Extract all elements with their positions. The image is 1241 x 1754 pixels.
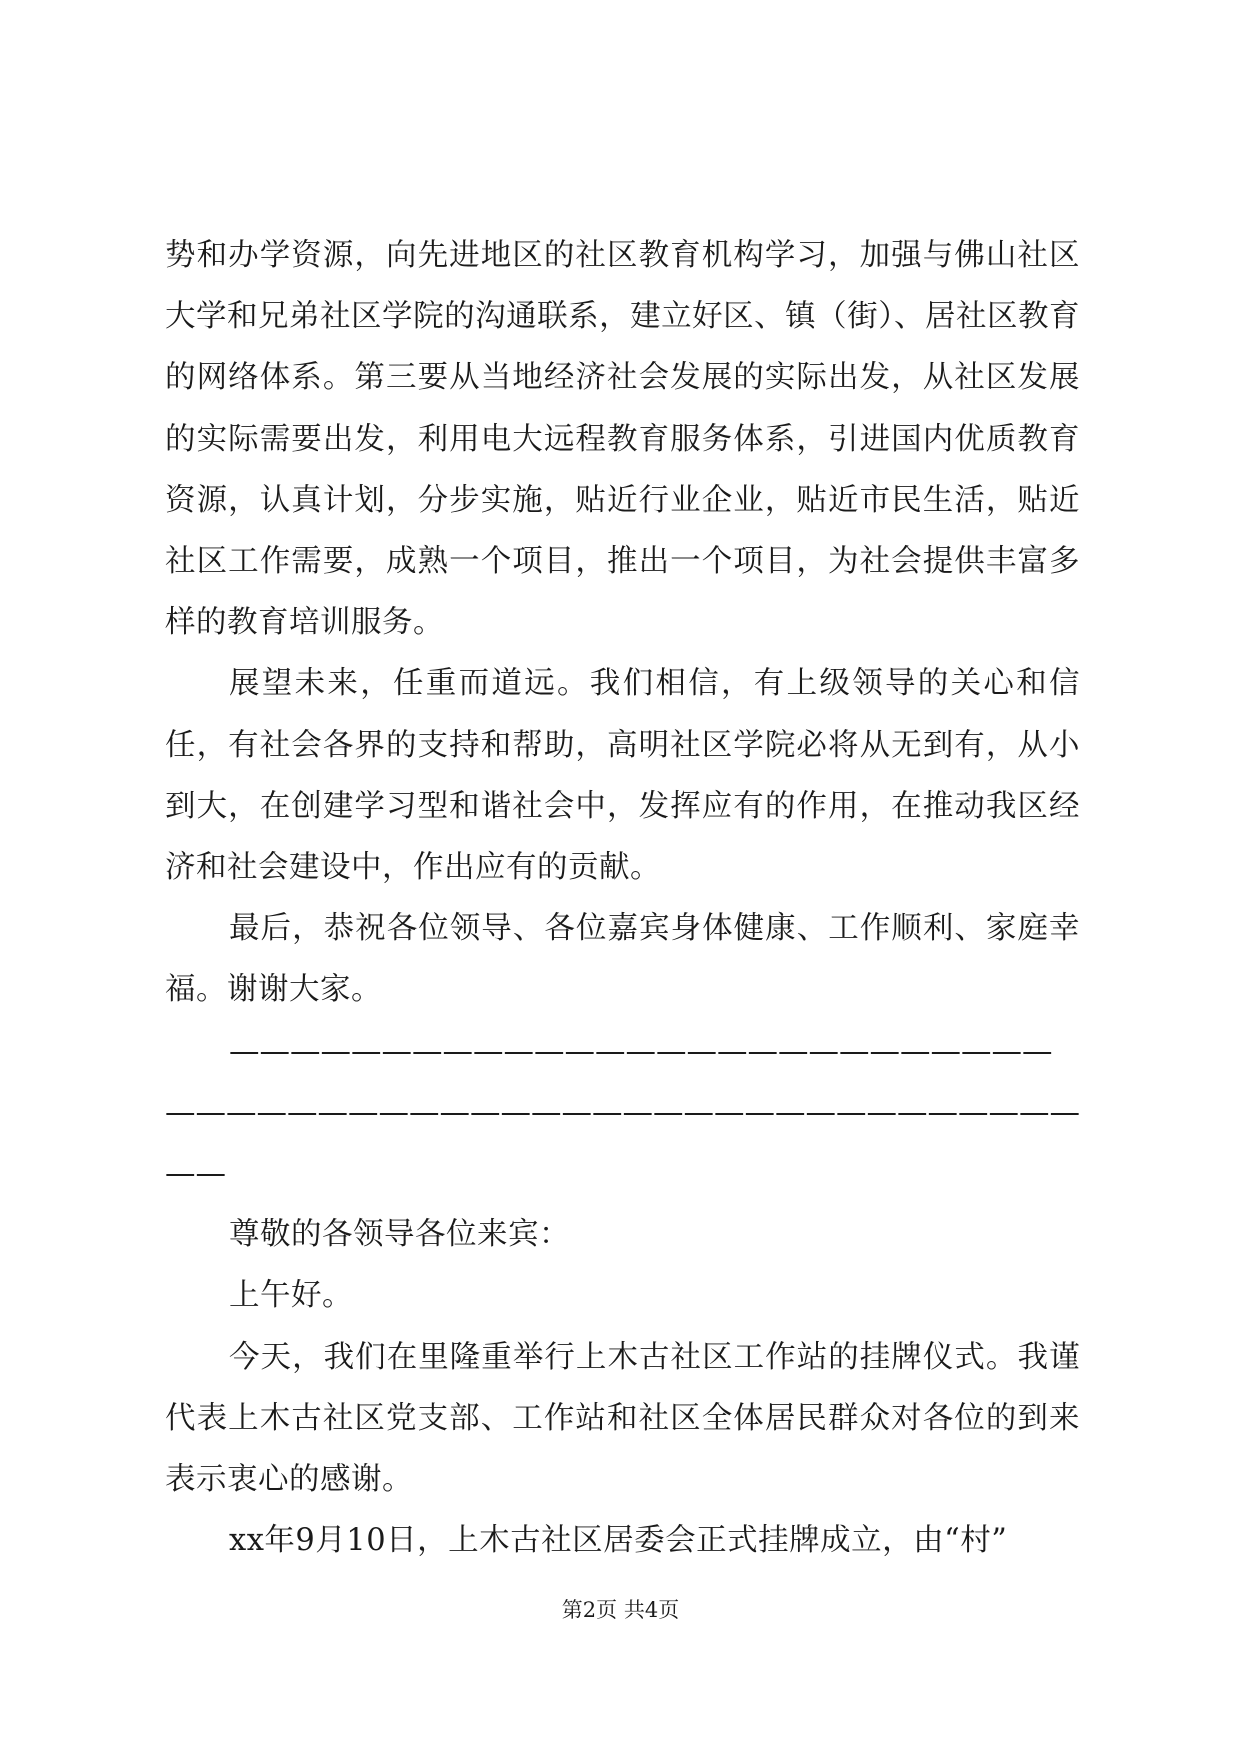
paragraph-history: xx年9月10日，上木古社区居委会正式挂牌成立，由“村” xyxy=(229,1523,1008,1559)
section-separator: ——————————————————————————————————————————————————————————— xyxy=(165,1033,1080,1192)
paragraph-ceremony: 今天，我们在里隆重举行上木古社区工作站的挂牌仪式。我谨代表上木古社区党支部、工作站和社区全体居民群众对各位的到来表示衷心的感谢。 xyxy=(165,1339,1080,1498)
page-number-footer: 第2页 共4页 xyxy=(561,1598,680,1622)
paragraph-closing: 最后，恭祝各位领导、各位嘉宾身体健康、工作顺利、家庭幸福。谢谢大家。 xyxy=(165,911,1080,1008)
paragraph-outlook: 展望未来，任重而道远。我们相信，有上级领导的关心和信任，有社会各界的支持和帮助，高明社区学院必将从无到有，从小到大，在创建学习型和谐社会中，发挥应有的作用，在推动我区经济和社会建设中，作出应有的贡献。 xyxy=(165,666,1080,886)
paragraph-continued: 势和办学资源，向先进地区的社区教育机构学习，加强与佛山社区大学和兄弟社区学院的沟通联系，建立好区、镇（街）、居社区教育的网络体系。第三要从当地经济社会发展的实际出发，从社区发展的实际需要出发，利用电大远程教育服务体系，引进国内优质教育资源，认真计划，分步实施，贴近行业企业，贴近市民生活，贴近社区工作需要，成熟一个项目，推出一个项目，为社会提供丰富多样的教育培训服务。 xyxy=(165,238,1080,641)
document-body xyxy=(165,225,1080,1571)
salutation: 尊敬的各领导各位来宾： xyxy=(229,1217,570,1253)
greeting: 上午好。 xyxy=(229,1278,353,1314)
